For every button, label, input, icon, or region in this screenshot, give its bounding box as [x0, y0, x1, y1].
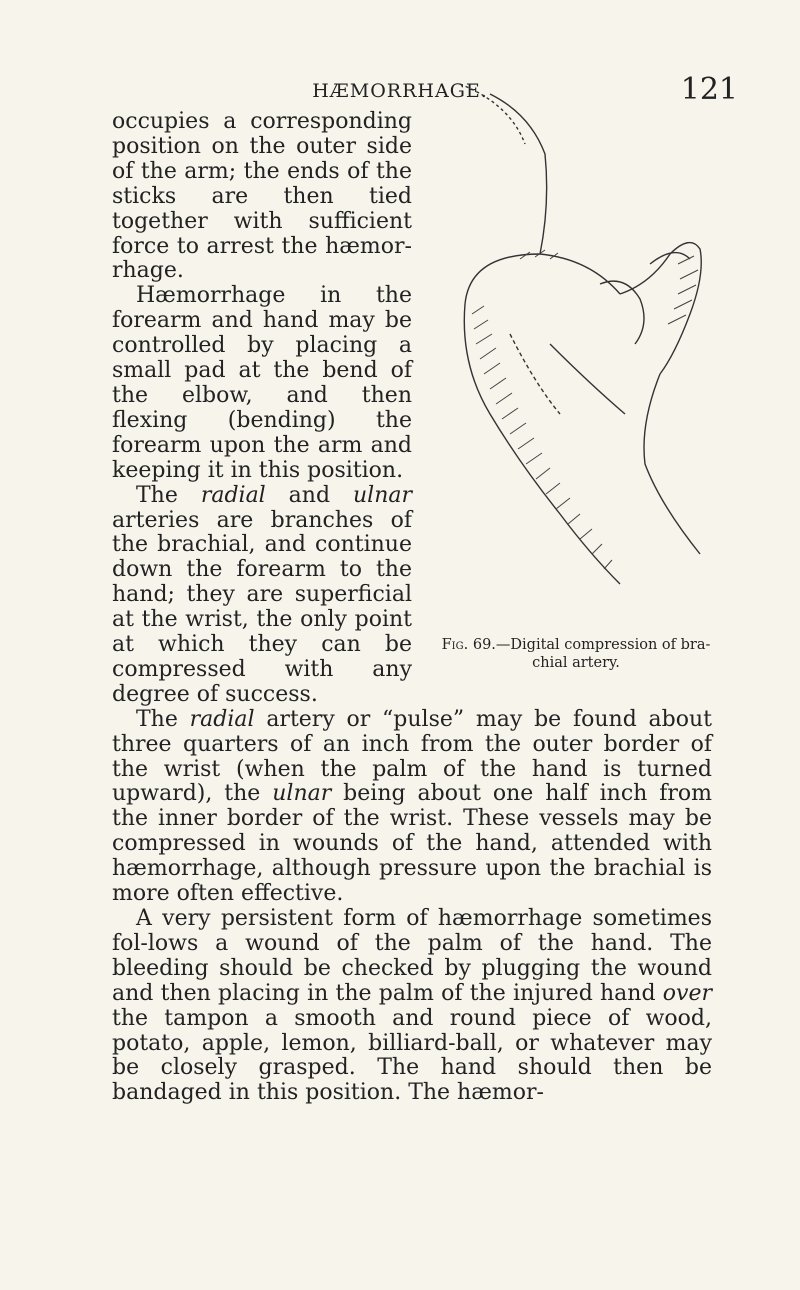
paragraph — [112, 907, 712, 1106]
paragraph — [112, 708, 712, 907]
figure-caption-text: —Digital compression of bra-chial artery. — [495, 637, 711, 671]
text-run: artery or “pulse” may be found about three quarters of an inch from the outer border of the wrist (when the palm of the hand is turned upward), the — [112, 706, 713, 807]
running-title: HÆMORRHAGE. — [312, 80, 488, 102]
figure-69 — [426, 110, 724, 702]
body-text — [112, 110, 712, 1106]
text-run: The — [136, 482, 201, 508]
italic-run: ulnar — [352, 482, 412, 508]
text-run: Hæmorrhage in the forearm and hand may be controlled by placing a small pad at the bend of the elbow, and then flexing (bending) the forearm upon the arm and keeping it in this position. — [112, 283, 412, 483]
text-run: and — [265, 482, 353, 508]
italic-run: ulnar — [272, 781, 332, 807]
italic-run: radial — [200, 482, 266, 508]
figure-label: Fig. 69. — [441, 637, 496, 653]
text-run: The — [136, 706, 190, 732]
figure-caption — [432, 636, 720, 672]
arm-compression-illustration — [450, 84, 720, 604]
text-run: being about one half inch from the inner border of the wrist. These vessels may be compressed in wounds of the hand, attended with hæmorrhage, although pressure upon the brachial is more often effective. — [112, 781, 712, 907]
text-run: arteries are branches of the brachial, and continue down the forearm to the hand; they are superficial at the wrist, the only point at which they can be compressed with any degree of success. — [112, 507, 412, 707]
text-run: occupies a corresponding position on the outer side of the arm; the ends of the sticks are then tied together with sufficient force to arrest the hæmor-rhage. — [112, 109, 412, 284]
italic-run: radial — [189, 706, 255, 732]
text-run: the tampon a smooth and round piece of wood, potato, apple, lemon, billiard-ball, or whatever may be closely grasped. The hand should then be bandaged in this position. The hæmor- — [112, 1005, 712, 1106]
text-run: A very persistent form of hæmorrhage sometimes fol-lows a wound of the palm of the hand. The bleeding should be checked by plugging the wound and then placing in the palm of the injured hand — [112, 906, 712, 1006]
arm-outline-upper — [490, 94, 547, 254]
italic-run: over — [662, 980, 712, 1006]
page-number: 121 — [680, 72, 738, 107]
